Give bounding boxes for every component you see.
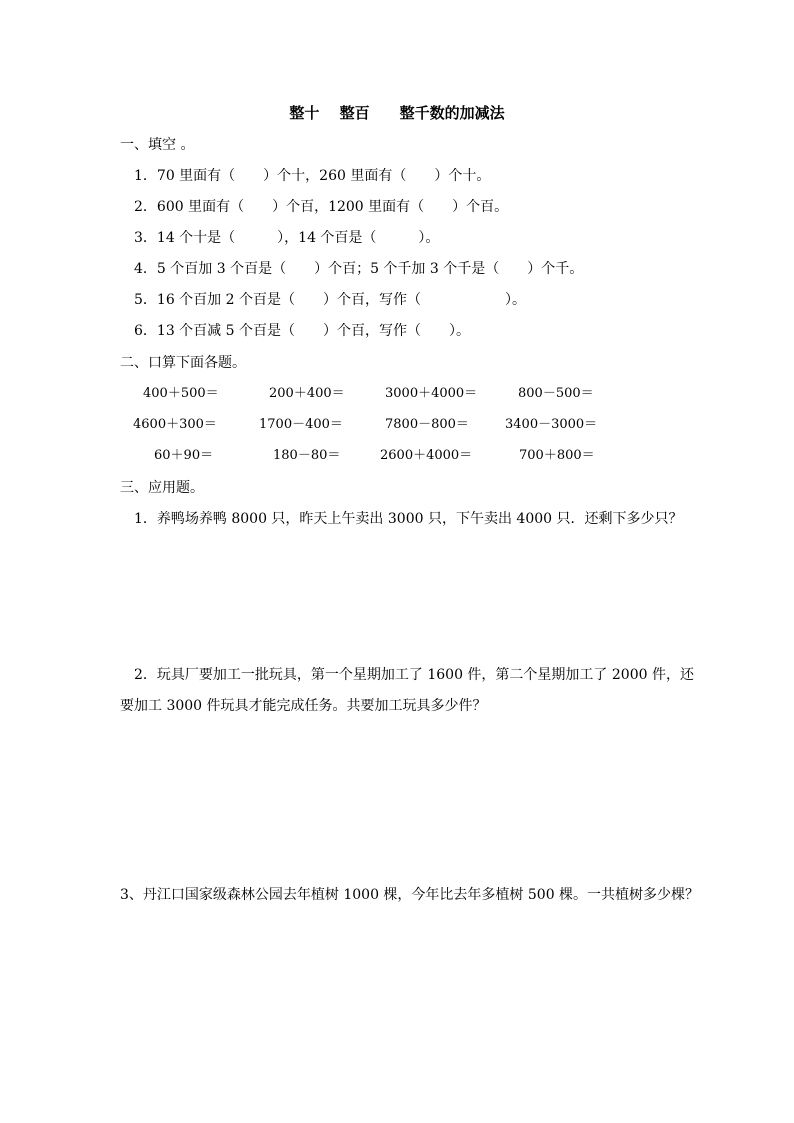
calc-item: 800－500＝	[518, 386, 594, 401]
page-title: 整十 整百 整千数的加减法	[289, 104, 505, 122]
fill-in-item-1: 1．70 里面有（ ）个十，260 里面有（ ）个十。	[134, 168, 491, 184]
word-problem-2-line-1: 2．玩具厂要加工一批玩具，第一个星期加工了 1600 件，第二个星期加工了 2000 件，还	[134, 667, 694, 683]
word-problem-1: 1．养鸭场养鸭 8000 只，昨天上午卖出 3000 只，下午卖出 4000 只．还剩下多少只？	[134, 511, 683, 527]
fill-in-item-3: 3．14 个十是（ ），14 个百是（ ）。	[134, 230, 440, 246]
section-heading-fill-in: 一、填空 。	[120, 137, 195, 153]
calc-item: 400＋500＝	[143, 386, 219, 401]
calc-item: 180－80＝	[273, 448, 341, 463]
fill-in-item-4: 4．5 个百加 3 个百是（ ）个百；5 个千加 3 个千是（ ）个千。	[134, 261, 584, 277]
calc-item: 3000＋4000＝	[385, 386, 478, 401]
fill-in-item-6: 6．13 个百减 5 个百是（ ）个百，写作（ ）。	[134, 323, 470, 339]
calc-item: 1700－400＝	[259, 417, 343, 432]
word-problem-3: 3、丹江口国家级森林公园去年植树 1000 棵，今年比去年多植树 500 棵。一共植树多少棵？	[120, 887, 700, 903]
calc-item: 7800－800＝	[385, 417, 469, 432]
section-heading-mental-math: 二、口算下面各题。	[120, 355, 246, 371]
calc-item: 4600＋300＝	[133, 417, 217, 432]
calc-item: 60＋90＝	[154, 448, 214, 463]
calc-item: 3400－3000＝	[505, 417, 598, 432]
section-heading-word-problems: 三、应用题。	[120, 480, 204, 496]
calc-item: 700＋800＝	[519, 448, 595, 463]
fill-in-item-2: 2．600 里面有（ ）个百，1200 里面有（ ）个百。	[134, 199, 509, 215]
calc-item: 200＋400＝	[269, 386, 345, 401]
fill-in-item-5: 5．16 个百加 2 个百是（ ）个百，写作（ ）。	[134, 292, 526, 308]
calc-item: 2600＋4000＝	[380, 448, 473, 463]
word-problem-2-line-2: 要加工 3000 件玩具才能完成任务。共要加工玩具多少件？	[120, 698, 487, 714]
